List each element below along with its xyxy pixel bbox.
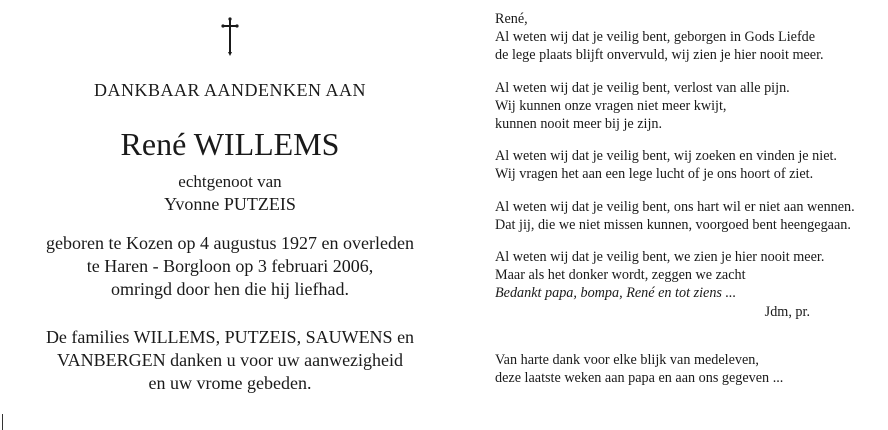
poem-salutation: René, — [495, 11, 528, 27]
scan-mark — [2, 414, 3, 430]
family-line: en uw vrome gebeden. — [148, 373, 312, 393]
biography — [0, 232, 460, 301]
spouse-name: Yvonne PUTZEIS — [164, 194, 296, 214]
bio-line: omringd door hen die hij liefhad. — [111, 279, 349, 299]
bio-line: geboren te Kozen op 4 augustus 1927 en overleden — [46, 233, 414, 253]
poem-line: Al weten wij dat je veilig bent, we zien je hier nooit meer. — [495, 249, 825, 266]
poem-line: Maar als het donker wordt, zeggen we zacht — [495, 267, 746, 284]
thanks-line: Van harte dank voor elke blijk van medeleven, — [495, 351, 759, 368]
thanks-line: deze laatste weken aan papa en aan ons gegeven ... — [495, 370, 784, 387]
poem-line: Al weten wij dat je veilig bent, ons hart wil er niet aan wennen. — [495, 198, 855, 215]
poem-closing: Bedankt papa, bompa, René en tot ziens ... — [495, 285, 737, 302]
family-line: VANBERGEN danken u voor uw aanwezigheid — [56, 350, 404, 370]
poem-line: de lege plaats blijft onvervuld, wij zien je hier nooit meer. — [495, 47, 824, 64]
poem — [495, 10, 888, 387]
poem-line: Al weten wij dat je veilig bent, verlost van alle pijn. — [495, 79, 790, 96]
poem-line: kunnen nooit meer bij je zijn. — [495, 116, 663, 133]
poem-line: Al weten wij dat je veilig bent, wij zoeken en vinden je niet. — [495, 148, 837, 165]
poem-signature: Jdm, pr. — [764, 303, 810, 320]
memorial-heading: DANKBAAR AANDENKEN AAN — [94, 80, 366, 100]
right-panel — [495, 0, 888, 430]
poem-line: Al weten wij dat je veilig bent, geborgen in Gods Liefde — [495, 29, 816, 46]
bio-line: te Haren - Borgloon op 3 februari 2006, — [86, 256, 374, 276]
cross-icon — [219, 16, 241, 56]
poem-line: Wij vragen het aan een lege lucht of je ons hoort of ziet. — [495, 166, 814, 183]
family-line: De families WILLEMS, PUTZEIS, SAUWENS en — [45, 327, 415, 347]
relation-text: echtgenoot van — [178, 172, 282, 191]
poem-line: Wij kunnen onze vragen niet meer kwijt, — [495, 97, 727, 114]
poem-line: Dat jij, die we niet missen kunnen, voorgoed bent heengegaan. — [495, 216, 851, 233]
deceased-name: René WILLEMS — [120, 126, 340, 162]
family-thanks — [0, 326, 460, 395]
